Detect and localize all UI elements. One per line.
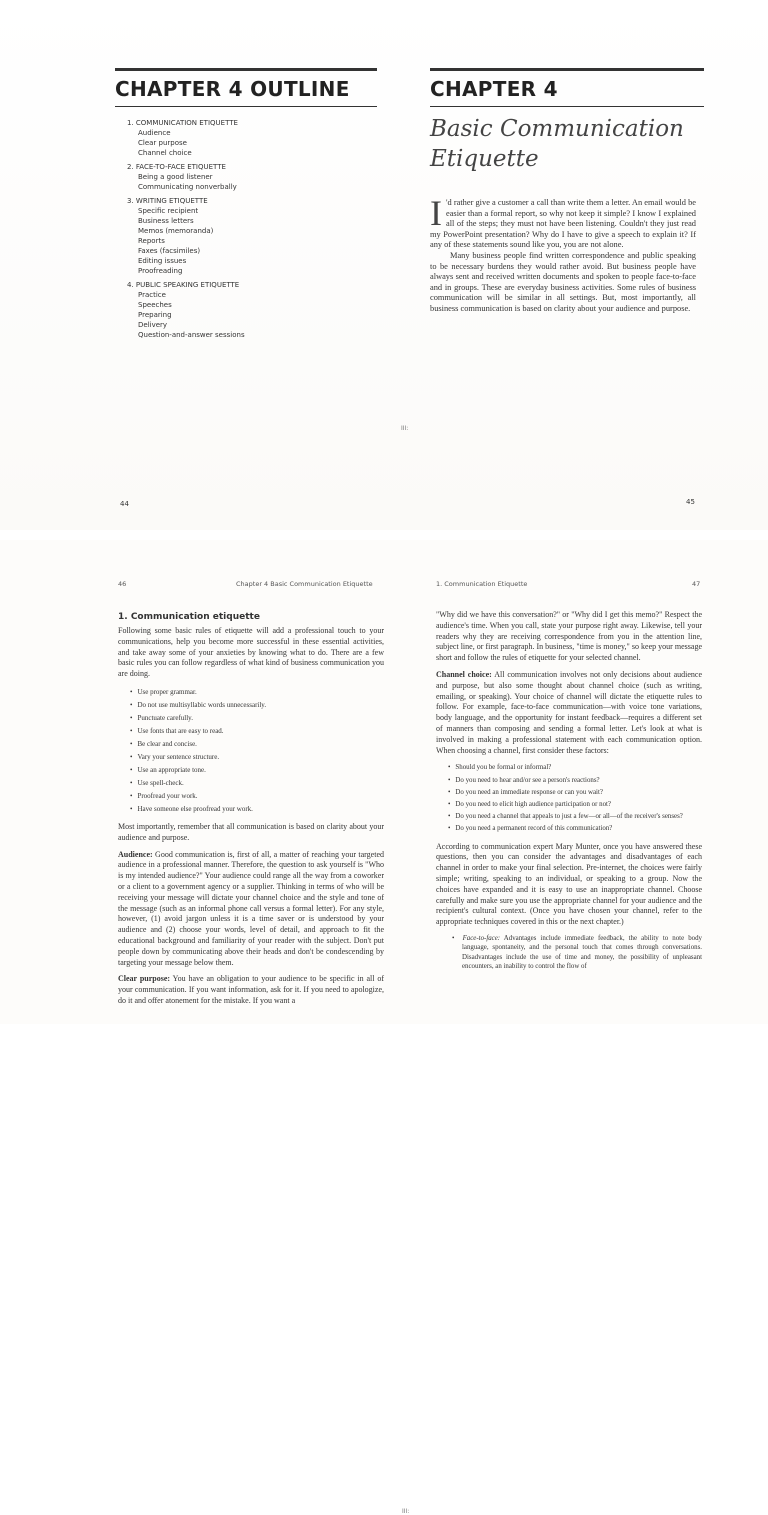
chapter-outline-heading-rule (115, 68, 377, 107)
folio-44: 44 (120, 500, 129, 508)
outline-section (127, 196, 357, 276)
folio-45: 45 (686, 498, 695, 506)
gutter-mark-top: III: (401, 425, 409, 432)
f2f-lead: Face-to-face: (462, 934, 501, 942)
outline-subitem: Delivery (138, 321, 168, 329)
outline-subitem: Practice (138, 291, 166, 299)
chapter-title (430, 114, 706, 174)
chapter-heading-rule (430, 68, 704, 107)
outline-section-title: 2. FACE-TO-FACE ETIQUETTE (127, 163, 226, 171)
intro-paragraph-1-text: 'd rather give a customer a call than write them a letter. An email would be easier than a formal report, so why not keep it simple? I know I explained all of the steps; they must not have been listening. Couldn't they just read my PowerPoint presentation? Why do I have to give a speech to explain it? If any of these statements sound like you, you are not alone. (430, 198, 696, 250)
chapter-outline (127, 118, 357, 344)
running-head-46: Chapter 4 Basic Communication Etiquette (236, 580, 373, 588)
outline-section (127, 118, 357, 158)
page-44 (100, 0, 425, 530)
page-47-body (436, 610, 702, 978)
list-item: • Use spell-check. (130, 777, 384, 790)
list-item: • Have someone else proofread your work. (130, 803, 384, 816)
page-47 (430, 540, 708, 1024)
outline-section (127, 280, 357, 340)
list-item: • Use fonts that are easy to read. (130, 725, 384, 738)
chapter-intro (430, 193, 696, 315)
paragraph-why-conversation: "Why did we have this conversation?" or "Why did I get this memo?" Respect the audience's time. When you call, state your purpose right away. Likewise, tell your readers why they are receiving correspondence from you in the attention line, subject line, or first paragraph. In business, "time is money," so keep your message short and follow the rules of etiquette for your selected channel. (436, 610, 702, 663)
list-item: • Do not use multisyllabic words unnecessarily. (130, 699, 384, 712)
outline-subitem: Being a good listener (138, 173, 213, 181)
audience-text: Good communication is, first of all, a matter of reaching your targeted audience in a professional manner. Therefore, the question to ask yourself is "Who is my intended audience?" Your audience could range all the way from a coworker or a client to a government agency or a supplier. Thinking in terms of who will be receiving your message will dictate your channel choice and the style and tone of the message (such as an informal phone call versus a formal letter). For any style, however, (1) avoid jargon unless it is a time saver or is understood by your audience and (2) choose your words, level of detail, and approach to fit the educational background and familiarity of your reader with the subject. Don't put people down by communicating above their heads and don't be condescending by targeting your message below them. (118, 849, 384, 967)
channel-lead: Channel choice: (436, 669, 492, 679)
list-item: • Do you need an immediate response or can you wait? (448, 787, 702, 799)
page-45 (428, 0, 708, 530)
list-item: • Do you need a permanent record of this communication? (448, 823, 702, 835)
outline-section-title: 3. WRITING ETIQUETTE (127, 197, 208, 205)
outline-subitem: Faxes (facsimiles) (138, 247, 201, 255)
section-heading: 1. Communication etiquette (118, 612, 260, 622)
page-46 (100, 540, 405, 1024)
list-item: • Vary your sentence structure. (130, 751, 384, 764)
list-item: • Do you need a channel that appeals to just a few—or all—of the receiver's senses? (448, 811, 702, 823)
outline-list (127, 118, 357, 340)
paragraph-clarity: Most importantly, remember that all communication is based on clarity about your audience and purpose. (118, 821, 384, 842)
outline-subitem: Clear purpose (138, 139, 187, 147)
running-head-47: 1. Communication Etiquette (436, 580, 528, 588)
chapter-title-line2: Etiquette (430, 146, 539, 172)
chapter-title-line1: Basic Communication (430, 116, 684, 142)
folio-46: 46 (118, 580, 127, 588)
list-item: • Do you need to elicit high audience participation or not? (448, 799, 702, 811)
outline-subitem: Channel choice (138, 149, 192, 157)
outline-subitem: Specific recipient (138, 207, 199, 215)
outline-subitem: Communicating nonverbally (138, 183, 237, 191)
page-46-body (118, 626, 384, 1013)
list-item: • Use proper grammar. (130, 686, 384, 699)
outline-section-title: 1. COMMUNICATION ETIQUETTE (127, 119, 238, 127)
list-item: • Should you be formal or informal? (448, 762, 702, 774)
outline-subitem: Business letters (138, 217, 194, 225)
top-spread (0, 0, 768, 530)
bottom-spread (0, 540, 768, 1515)
channel-factors-list (448, 762, 702, 835)
intro-paragraph-2: Many business people find written correspondence and public speaking to be necessary burdens they would rather avoid. But business people have always sent and received written documents and spoken to people face-to-face and in groups. These are everyday business activities. Some rules of business communication will be similar in all settings. But, most importantly, all business communication is based on clarity about your audience and purpose. (430, 250, 696, 313)
paragraph-audience (118, 850, 384, 969)
chapter-outline-heading: CHAPTER 4 OUTLINE (115, 77, 350, 101)
outline-subitem: Question-and-answer sessions (138, 331, 245, 339)
outline-section (127, 162, 357, 192)
outline-subitem: Audience (138, 129, 171, 137)
purpose-text: You have an obligation to your audience to be specific in all of your communication. If you want information, ask for it. If you need to apologize, do it and offer atonement for the mistake. If you want a (118, 974, 384, 1005)
folio-47: 47 (692, 580, 701, 588)
f2f-text: Advantages include immediate feedback, the ability to note body language, spontaneity, and the personal touch that comes through conversations. Disadvantages include the use of time and money, the possibility of unpleasant encounters, an inability to control the flow of (462, 934, 702, 971)
bullet-face-to-face: • Face-to-face: Advantages include immediate feedback, the ability to note body language, spontaneity, and the personal touch that comes through conversations. Disadvantages include the use of time and money, the possibility of unpleasant encounters, an inability to control the flow of (452, 934, 702, 971)
purpose-lead: Clear purpose: (118, 974, 171, 984)
paragraph-munter: According to communication expert Mary Munter, once you have answered these questions, then you can consider the advantages and disadvantages of each channel in order to make your final selection. Pre-internet, the choices were fairly simple; writing, speaking to an individual, or speaking to a group. Now the choices have expanded and it is easy to use an inappropriate channel. Choose carefully and make sure you use the appropriate channel for your audience and the recipient's cultural context. (Once you have chosen your channel, refer to the appropriate techniques covered in this or the next chapter.) (436, 841, 702, 927)
intro-paragraph-1 (430, 193, 696, 251)
list-item: • Do you need to hear and/or see a person's reactions? (448, 775, 702, 787)
paragraph-clear-purpose (118, 974, 384, 1006)
paragraph-channel-choice (436, 670, 702, 756)
etiquette-rules-list (130, 686, 384, 816)
outline-subitem: Preparing (138, 311, 172, 319)
drop-cap: I (430, 193, 442, 233)
gutter-mark-bottom: III: (402, 1508, 410, 1515)
list-item: • Be clear and concise. (130, 738, 384, 751)
list-item: • Use an appropriate tone. (130, 764, 384, 777)
outline-subitem: Memos (memoranda) (138, 227, 214, 235)
outline-subitem: Editing issues (138, 257, 187, 265)
chapter-heading: CHAPTER 4 (430, 77, 558, 101)
audience-lead: Audience: (118, 849, 153, 859)
outline-section-title: 4. PUBLIC SPEAKING ETIQUETTE (127, 281, 240, 289)
outline-subitem: Speeches (138, 301, 172, 309)
outline-subitem: Reports (138, 237, 165, 245)
list-item: • Proofread your work. (130, 790, 384, 803)
paragraph-etiquette-intro: Following some basic rules of etiquette will add a professional touch to your communications, help you become more successful in these essential activities, and take away some of your anxieties by knowing what to do. There are a few basic rules you can follow regardless of what kind of business communication you are doing. (118, 626, 384, 679)
channel-text: All communication involves not only decisions about audience and purpose, but also some thought about channel choice (such as writing, emailing, or speaking). Your choice of channel will dictate the etiquette rules to follow. For example, face-to-face communication—with voice tone variations, body language, and the opportunity for instant feedback—requires a different set of manners than composing and sending a formal letter. Let's look at what is involved in making a professional statement with each communication option. When choosing a channel, first consider these factors: (436, 669, 702, 755)
list-item: • Punctuate carefully. (130, 712, 384, 725)
outline-subitem: Proofreading (138, 267, 183, 275)
